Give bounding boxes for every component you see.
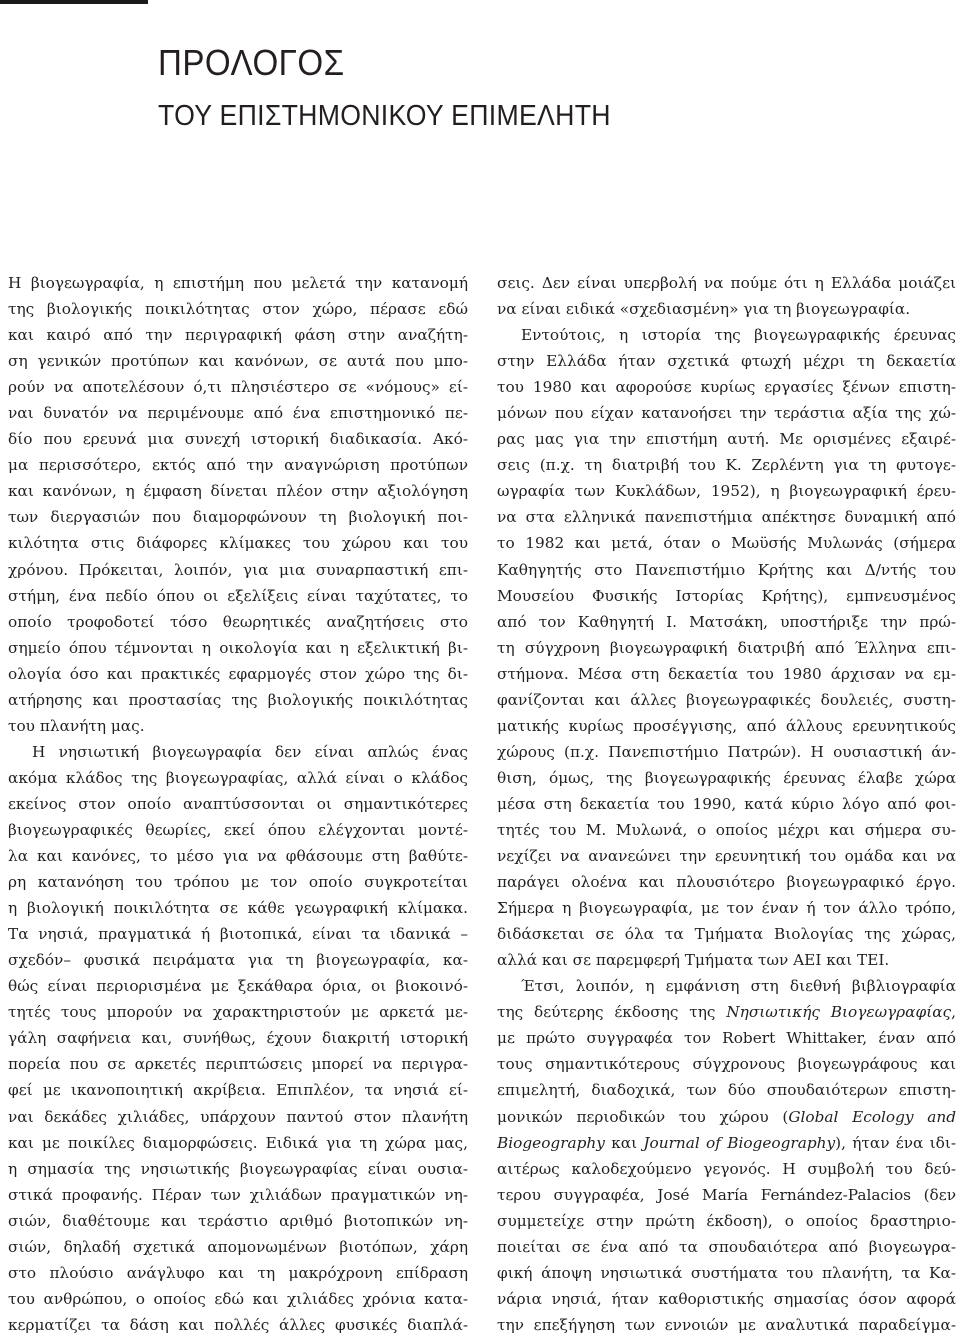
text-line: ρούν να αποτελέσουν ό,τι πλησιέστερο σε «νόμους» εί- [8, 378, 468, 397]
header-rule [0, 0, 148, 4]
text-line: γάλη σαφήνεια και, συνήθως, έχουν διακριτή ιστορική [8, 1029, 468, 1048]
text-line: συμμετείχε στην πρώτη έκδοση), ο οποίος δραστηριο- [497, 1211, 956, 1230]
text-line: φανίζονται και άλλες βιογεωγραφικές δουλειές, συστη- [497, 690, 956, 709]
text-line: Τα νησιά, πραγματικά ή βιοτοπικά, είναι τα ιδανικά – [8, 925, 468, 944]
text-line: να στα ελληνικά πανεπιστήμια απέκτησε δυναμική από [497, 508, 956, 527]
text-line: Biogeography και Journal of Biogeography), ήταν ένα ιδι- [497, 1133, 956, 1152]
text-line: Έτσι, λοιπόν, η εμφάνιση στη διεθνή βιβλιογραφία [521, 977, 956, 996]
text-line: Καθηγητής στο Πανεπιστήμιο Κρήτης και Δ/ντής του [497, 560, 956, 579]
text-line: λα και κανόνες, το μέσο για να φθάσουμε στη βαθύτε- [8, 847, 468, 866]
text-line: της βιολογικής ποικιλότητας στον χώρο, πέρασε εδώ [8, 300, 468, 319]
text-line: στικά προφανής. Πέραν των χιλιάδων πραγματικών νη- [8, 1185, 468, 1204]
text-line: Εντούτοις, η ιστορία της βιογεωγραφικής έρευνας [521, 326, 956, 345]
text-line: σχεδόν– φυσικά πειράματα για τη βιογεωγραφία, κα- [8, 951, 468, 970]
text-line: αιτέρως καλοδεχούμενο γεγονός. Η συμβολή του δεύ- [497, 1159, 956, 1178]
heading-block [158, 40, 650, 136]
text-line: με πρώτο συγγραφέα τον Robert Whittaker, έναν από [497, 1029, 956, 1048]
text-line: ρας μας για την επιστήμη αυτή. Με ορισμένες εξαιρέ- [497, 430, 956, 449]
page-title: ΠΡΟΛΟΓΟΣ [158, 42, 345, 83]
text-line: τερου συγγραφέα, José María Fernández-Palacios (δεν [497, 1185, 956, 1204]
text-line: διδάσκεται σε όλα τα Τμήματα Βιολογίας της χώρας, [497, 925, 956, 944]
text-line: μα περισσότερο, εκτός από την αναγνώριση προτύπων [8, 456, 468, 475]
text-line: τους σημαντικότερους σύγχρονους βιογεωγράφους και [497, 1055, 956, 1074]
text-line: φική άποψη νησιωτικά συστήματα του πλανήτη, τα Κα- [497, 1263, 956, 1282]
text-line: θιση, όμως, της βιογεωγραφικής έρευνας έλαβε χώρα [497, 768, 956, 787]
text-line: την επεξήγηση των εννοιών με αναλυτικά παραδείγμα- [497, 1315, 956, 1334]
right-text-column [497, 270, 956, 1338]
text-line: ση γενικών προτύπων και κανόνων, σε αυτά που μπο- [8, 352, 468, 371]
text-line: Η βιογεωγραφία, η επιστήμη που μελετά την κατανομή [8, 274, 468, 292]
text-line: τητές του Μ. Μυλωνά, ο οποίος μέχρι και σήμερα συ- [497, 820, 956, 839]
text-line: φεί με ικανοποιητική ακρίβεια. Επιπλέον, τα νησιά εί- [8, 1081, 468, 1100]
text-line: ναι δυνατόν να περιμένουμε από ένα επιστημονικό πε- [8, 404, 468, 423]
text-line: ακόμα κλάδος της βιογεωγραφίας, αλλά είναι ο κλάδος [8, 768, 468, 787]
text-line: και κανόνων, η έμφαση δίνεται πλέον στην αξιολόγηση [8, 482, 468, 501]
left-text-column [8, 270, 468, 1338]
text-line: ολογία όσο και πρακτικές εφαρμογές στον χώρο της δι- [8, 664, 468, 683]
text-line: να είναι ειδικά «σχεδιασμένη» για τη βιογεωγραφία. [497, 300, 911, 319]
text-line: σημείο όπου τέμνονται η οικολογία και η εξελικτική βι- [8, 638, 468, 657]
text-line: νεχίζει να ανανεώνει την ερευνητική του ομάδα και να [497, 847, 956, 866]
text-line: στο πλούσιο ανάγλυφο και τη μακρόχρονη επίδραση [8, 1263, 468, 1282]
text-line: κιλότητα στις διάφορες κλίμακες του χώρου και του [8, 534, 468, 553]
text-line: χρόνου. Πρόκειται, λοιπόν, για μια συναρπαστική επι- [8, 560, 468, 579]
text-line: σιών, δηλαδή σχετικά απομονωμένων βιοτόπων, χάρη [8, 1237, 468, 1256]
text-line: σεις. Δεν είναι υπερβολή να πούμε ότι η Ελλάδα μοιάζει [497, 274, 956, 292]
text-line: και καιρό από την περιγραφική φάση στην αναζήτη- [8, 326, 468, 345]
text-line: χώρους (π.χ. Πανεπιστήμιο Πατρών). Η ουσιαστική άν- [497, 742, 956, 761]
text-line: μόνων που είχαν κατανοήσει την τεράστια αξία της χώ- [497, 404, 956, 423]
text-line: Σήμερα η βιογεωγραφία, με τον έναν ή τον άλλο τρόπο, [497, 899, 956, 918]
text-line: τη σύγχρονη βιογεωγραφική διατριβή από Έλληνα επι- [497, 638, 956, 657]
text-line: στήμη, ένα πεδίο όπου οι εξελίξεις είναι ταχύτατες, το [8, 586, 468, 605]
text-line: Η νησιωτική βιογεωγραφία δεν είναι απλώς ένας [32, 742, 468, 761]
text-line: τητές τους μπορούν να χαρακτηριστούν με αρκετά με- [8, 1003, 468, 1022]
text-line: του 1980 και αφορούσε κυρίως εργασίες ξένων επιστη- [497, 378, 956, 397]
text-line: αλλά και σε παρεμφερή Τμήματα των ΑΕΙ και ΤΕΙ. [497, 951, 890, 970]
text-line: νάρια νησιά, ήταν καθοριστικής σημασίας όσον αφορά [497, 1289, 956, 1308]
text-line: βιογεωγραφικές θεωρίες, εκεί όπου ελέγχονται μοντέ- [8, 820, 468, 839]
text-line: μονικών περιοδικών του χώρου (Global Ecology and [497, 1107, 956, 1126]
text-line: στην Ελλάδα ήταν σχετικά φτωχή μέχρι τη δεκαετία [497, 352, 956, 371]
text-line: σιών, διαθέτουμε και τεράστιο αριθμό βιοτοπικών νη- [8, 1211, 468, 1230]
text-line: οποίο τροφοδοτεί τόσο θεωρητικές αναζητήσεις στο [8, 612, 468, 631]
text-line: ποιείται σε ένα από τα σπουδαιότερα από βιογεωγρα- [497, 1237, 956, 1256]
text-line: των διεργασιών που διαμορφώνουν τη βιολογική ποι- [8, 508, 468, 527]
text-line: του ανθρώπου, ο οποίος εδώ και χιλιάδες χρόνια κατα- [8, 1289, 468, 1308]
text-line: από τον Καθηγητή Ι. Ματσάκη, υποστήριξε την πρώ- [497, 612, 956, 631]
text-line: ναι δεκάδες χιλιάδες, υπάρχουν παντού στον πλανήτη [8, 1107, 468, 1126]
text-line: παράγει ολοένα και πλουσιότερο βιογεωγραφικό έργο. [497, 873, 956, 892]
text-line: η σημασία της νησιωτικής βιογεωγραφίας είναι ουσια- [8, 1159, 468, 1178]
text-line: δίο που ερευνά μια συνεχή ιστορική διαδικασία. Ακό- [8, 430, 468, 449]
text-line: πορεία που σε αρκετές περιπτώσεις μπορεί να περιγρα- [8, 1055, 468, 1074]
text-line: θώς είναι περιορισμένα με ξεκάθαρα όρια, οι βιοκοινό- [8, 977, 468, 996]
text-line: ματικής κυρίως προσέγγισης, από άλλους ερευνητικούς [497, 716, 956, 735]
text-line: του πλανήτη μας. [8, 716, 145, 735]
text-line: κερματίζει τα δάση και πολλές άλλες φυσικές διαπλά- [8, 1315, 468, 1334]
text-line: η βιολογική ποικιλότητα σε κάθε γεωγραφική κλίμακα. [8, 899, 468, 918]
text-line: μέσα στη δεκαετία του 1990, κατά κύριο λόγο από φοι- [497, 794, 956, 813]
page-subtitle: ΤΟΥ ΕΠΙΣΤΗΜΟΝΙΚΟΥ ΕΠΙΜΕΛΗΤΗ [158, 100, 611, 132]
text-line: στήμονα. Μέσα στη δεκαετία του 1980 άρχισαν να εμ- [497, 664, 956, 683]
text-line: ωγραφία των Κυκλάδων, 1952), η βιογεωγραφική έρευ- [497, 482, 956, 501]
text-line: και με ποικίλες διαμορφώσεις. Ειδικά για τη χώρα μας, [8, 1133, 468, 1152]
text-line: επιμελητή, διαδοχικά, των δύο σπουδαιότερων επιστη- [497, 1081, 956, 1100]
text-line: εκείνος στον οποίο αναπτύσσονται οι σημαντικότερες [8, 794, 468, 813]
text-line: ρη κατανόηση του τρόπου με τον οποίο συγκροτείται [8, 873, 468, 892]
text-line: σεις (π.χ. τη διατριβή του Κ. Ζερλέντη για τη φυτογε- [497, 456, 956, 475]
text-line: Μουσείου Φυσικής Ιστορίας Κρήτης), εμπνευσμένος [497, 586, 956, 605]
text-line: ατήρησης και προστασίας της βιολογικής ποικιλότητας [8, 690, 468, 709]
text-line: το 1982 και μετά, όταν ο Μωϋσής Μυλωνάς (σήμερα [497, 534, 956, 553]
text-line: της δεύτερης έκδοσης της Νησιωτικής Βιογεωγραφίας, [497, 1003, 956, 1022]
